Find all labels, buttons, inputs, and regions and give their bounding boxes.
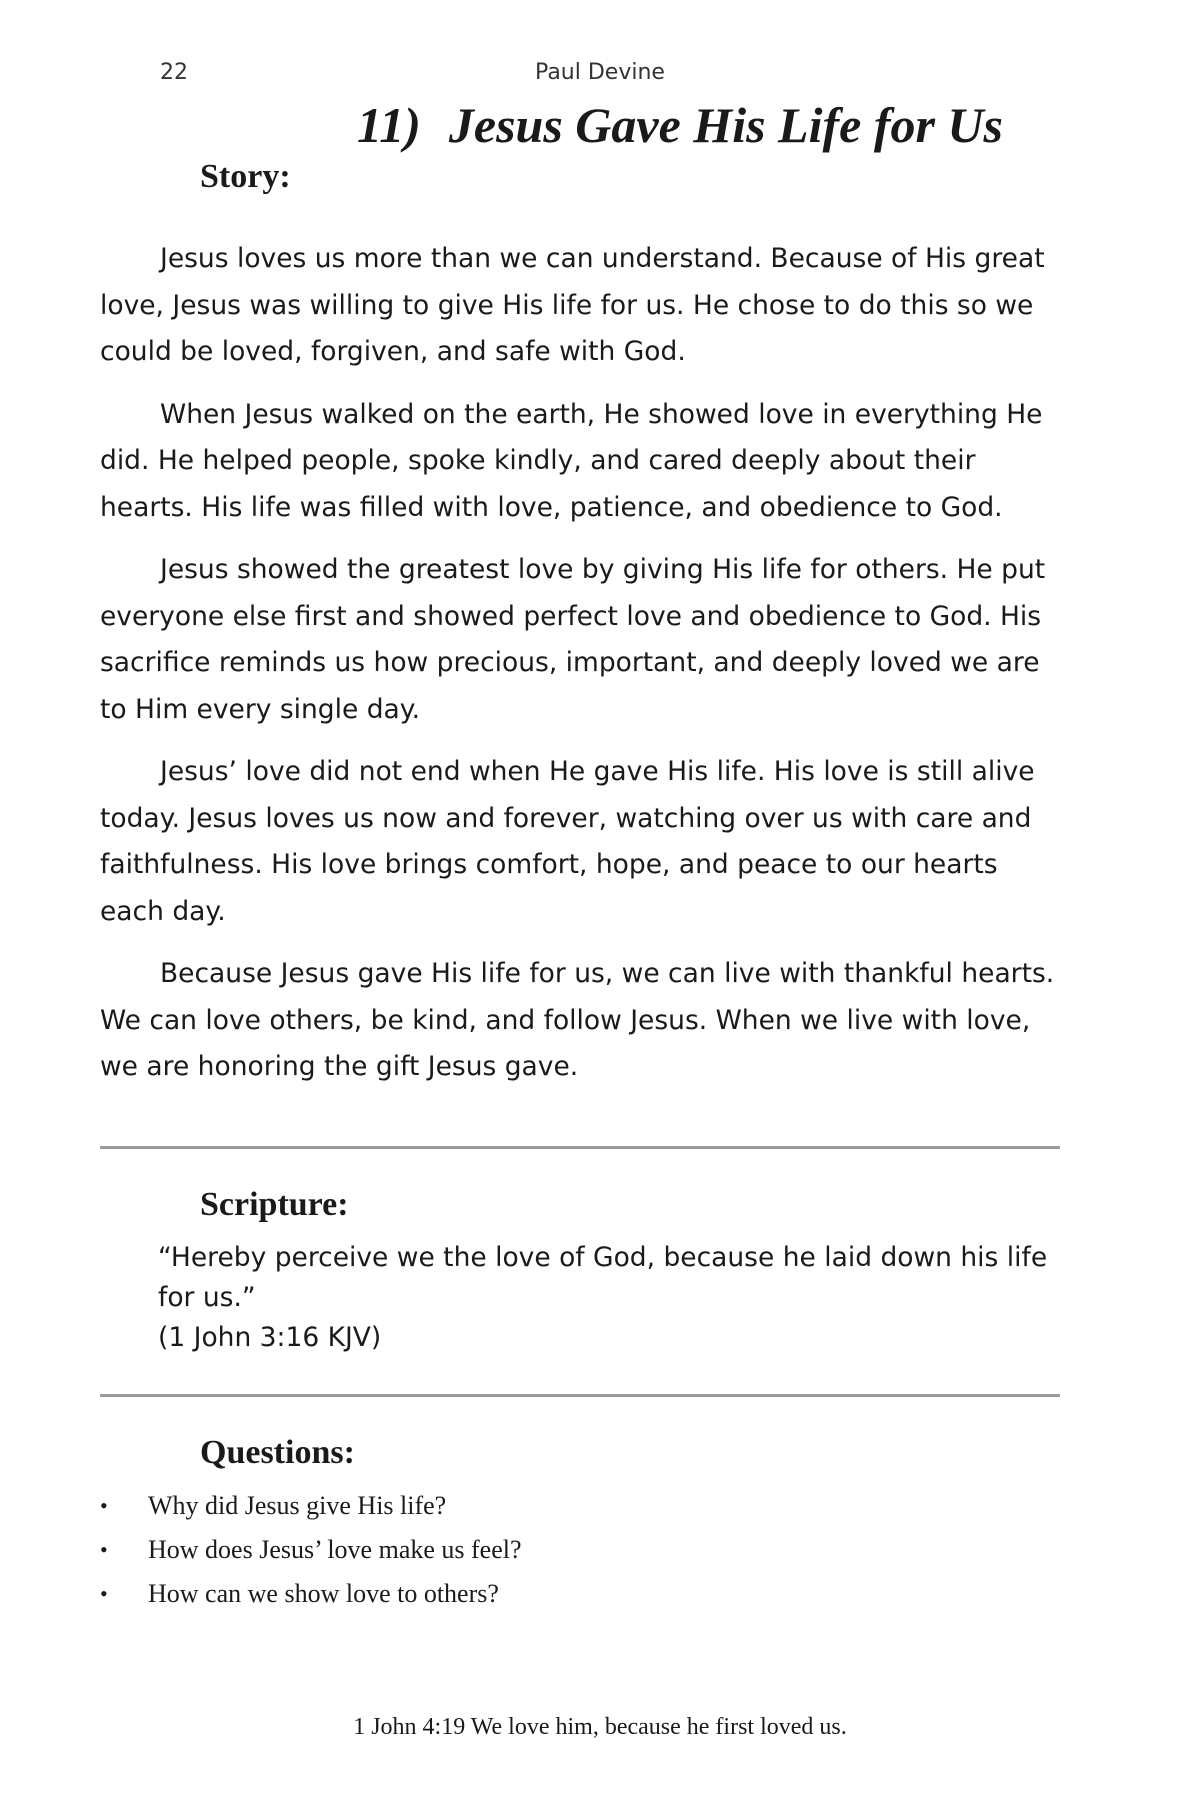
running-head-author: Paul Devine (535, 60, 665, 85)
chapter-number: 11) (356, 97, 421, 153)
scripture-quote: “Hereby perceive we the love of God, because he laid down his life for us.” (158, 1242, 1048, 1313)
question-item (92, 1528, 992, 1572)
section-divider (100, 1394, 1060, 1397)
story-paragraph: Jesus’ love did not end when He gave His life. His love is still alive today. Jesus loves us now and forever, watching over us with care and faithfulness. His love brings comfort, hope, and peace to our hearts each day. (100, 756, 1035, 927)
chapter-title-text: Jesus Gave His Life for Us (448, 97, 1003, 153)
story-paragraph: Because Jesus gave His life for us, we can live with thankful hearts. We can love others, be kind, and follow Jesus. When we live with love, we are honoring the gift Jesus gave. (100, 958, 1055, 1082)
question-item (92, 1572, 992, 1616)
scripture-reference: (1 John 3:16 KJV) (158, 1322, 382, 1353)
story-heading: Story: (200, 158, 291, 195)
question-text: How does Jesus’ love make us feel? (148, 1535, 522, 1564)
story-paragraph: Jesus loves us more than we can understand. Because of His great love, Jesus was willing to give His life for us. He chose to do this so we could be loved, forgiven, and safe with God. (100, 243, 1045, 367)
section-divider (100, 1146, 1060, 1149)
story-paragraph: When Jesus walked on the earth, He showed love in everything He did. He helped people, spoke kindly, and cared deeply about their hearts. His life was filled with love, patience, and obedience to God. (100, 398, 1043, 523)
bullet-icon: • (100, 1493, 108, 1518)
questions-heading: Questions: (200, 1434, 355, 1471)
scripture-heading: Scripture: (200, 1186, 349, 1223)
bullet-icon: • (100, 1537, 108, 1562)
story-body (100, 236, 1060, 1107)
page-number: 22 (160, 60, 188, 85)
question-text: How can we show love to others? (148, 1579, 499, 1608)
story-paragraph: Jesus showed the greatest love by giving His life for others. He put everyone else first and showed perfect love and obedience to God. His sacrifice reminds us how precious, important, and deeply loved we are to Him every single day. (100, 554, 1046, 725)
footer-verse: 1 John 4:19 We love him, because he first loved us. (353, 1714, 847, 1740)
question-item (92, 1484, 992, 1528)
scripture-block (158, 1238, 1058, 1358)
chapter-title (100, 96, 1200, 154)
question-text: Why did Jesus give His life? (148, 1491, 447, 1520)
questions-list (92, 1484, 992, 1616)
bullet-icon: • (100, 1581, 108, 1606)
